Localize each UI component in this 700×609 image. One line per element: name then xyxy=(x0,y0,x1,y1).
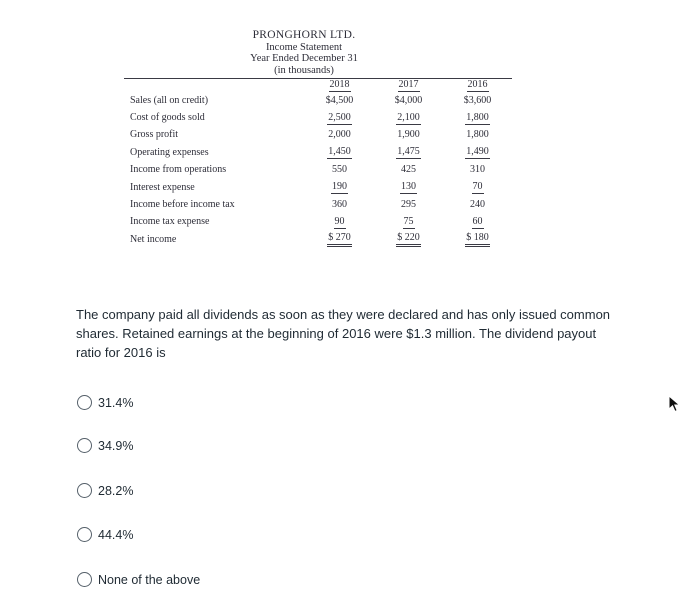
company-name: PRONGHORN LTD. xyxy=(252,29,356,41)
row-label: Sales (all on credit) xyxy=(130,94,209,106)
cell-value: 60 xyxy=(472,215,483,227)
radio-button-icon[interactable] xyxy=(77,483,92,498)
radio-button-icon[interactable] xyxy=(77,438,92,453)
option-label: 34.9% xyxy=(98,438,134,453)
cell-value: $ 180 xyxy=(465,232,490,247)
radio-button-icon[interactable] xyxy=(77,527,92,542)
cell-value: 190 xyxy=(332,181,347,193)
cell-value: $3,600 xyxy=(463,94,492,106)
row-label: Gross profit xyxy=(130,129,179,141)
table-row xyxy=(124,214,512,231)
cell-value: 2,100 xyxy=(397,111,420,123)
cell-value: $4,000 xyxy=(394,94,423,106)
table-row xyxy=(124,109,512,126)
statement-table xyxy=(124,79,512,249)
cell-value: 240 xyxy=(470,199,485,211)
cell-value: $ 220 xyxy=(396,232,421,247)
row-label: Income before income tax xyxy=(130,199,235,211)
cell-value: 75 xyxy=(403,215,414,227)
cell-value: 1,800 xyxy=(466,129,489,141)
table-row xyxy=(124,179,512,196)
statement-header xyxy=(110,30,498,76)
cell-value: 360 xyxy=(332,199,347,211)
option-34-9[interactable] xyxy=(77,438,133,453)
option-31-4[interactable] xyxy=(77,395,133,410)
income-statement xyxy=(124,30,512,249)
cell-value: 2,500 xyxy=(328,111,351,123)
option-label: 44.4% xyxy=(98,527,134,542)
cell-value: 90 xyxy=(334,215,345,227)
option-label: 28.2% xyxy=(98,483,134,498)
cell-value: 1,475 xyxy=(397,146,420,158)
table-row xyxy=(124,162,512,179)
option-none-of-the-above[interactable] xyxy=(77,572,200,587)
cell-value: 1,900 xyxy=(397,129,420,141)
statement-units: (in thousands) xyxy=(274,64,334,76)
table-row xyxy=(124,196,512,213)
column-header-2016: 2016 xyxy=(467,79,488,90)
row-label: Cost of goods sold xyxy=(130,112,205,124)
statement-title: Income Statement xyxy=(265,41,343,53)
table-row xyxy=(124,144,512,161)
cell-value: $ 270 xyxy=(327,232,352,247)
cell-value: $4,500 xyxy=(325,94,354,106)
row-label: Interest expense xyxy=(130,181,195,193)
cell-value: 1,490 xyxy=(466,146,489,158)
cell-value: 130 xyxy=(401,181,416,193)
option-44-4[interactable] xyxy=(77,527,133,542)
cell-value: 295 xyxy=(401,199,416,211)
mouse-pointer-icon xyxy=(668,395,682,413)
radio-button-icon[interactable] xyxy=(77,572,92,587)
column-header-2018: 2018 xyxy=(329,79,350,90)
table-row xyxy=(124,127,512,144)
option-28-2[interactable] xyxy=(77,483,133,498)
row-label: Operating expenses xyxy=(130,146,209,158)
cell-value: 2,000 xyxy=(328,129,351,141)
option-label: 31.4% xyxy=(98,395,134,410)
column-header-2017: 2017 xyxy=(398,79,419,90)
option-label: None of the above xyxy=(98,572,201,587)
cell-value: 425 xyxy=(401,164,416,176)
row-label: Income tax expense xyxy=(130,216,210,228)
question-text: The company paid all dividends as soon as they were declared and has only issued common shares. Retained earnings at the beginning of 2016 were $1.3 million. The dividend payout ratio for 2016 is xyxy=(76,307,611,360)
radio-button-icon[interactable] xyxy=(77,395,92,410)
cell-value: 310 xyxy=(470,164,485,176)
statement-period: Year Ended December 31 xyxy=(250,53,358,64)
row-label: Net income xyxy=(130,233,177,245)
column-header-row xyxy=(124,79,512,92)
cell-value: 1,450 xyxy=(328,146,351,158)
cell-value: 1,800 xyxy=(466,111,489,123)
cell-value: 550 xyxy=(332,164,347,176)
table-row xyxy=(124,92,512,109)
table-row xyxy=(124,231,512,248)
row-label: Income from operations xyxy=(130,164,227,176)
cell-value: 70 xyxy=(472,181,483,193)
